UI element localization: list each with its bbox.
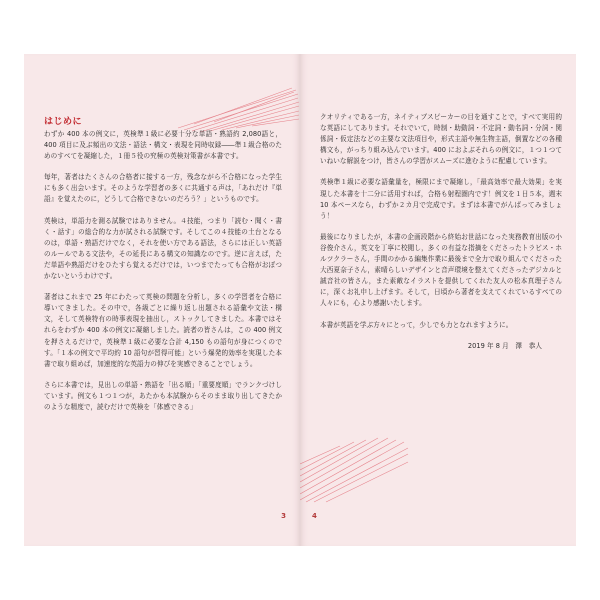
brush-stroke-decoration-top xyxy=(174,84,300,134)
section-heading: はじめに xyxy=(44,117,83,127)
page-number: 4 xyxy=(312,512,317,520)
paragraph: 著者はこれまで 25 年にわたって英検の問題を分析し，多くの学習者を合格に導いてきました。その中で，各級ごとに繰り返し出題される語彙や文法・構文，そして英検特有の時事表現を抽出し，ストックしてきました。本書ではそれらをわずか 400 本の例文に凝縮しました。読者の皆さんは，この 400 例文を押さえるだけで，英検準１級に必要な合計 4,150 もの語句が身につくのです。「１本の例文で平均約 10 語句が習得可能」という爆発的効率を実現した本書で取り組めば，加速度的な英語力の伸びを実感できることでしょう。 xyxy=(44,293,282,368)
paragraph: さらに本書では，見出しの単語・熟語を「出る順」「重要度順」でランクづけしています。例文も１つ１つが，あたかも本試験からそのまま取り出してきたかのような精度で，読むだけで英検を「体感できる」 xyxy=(44,380,282,411)
paragraph: 英検準１級に必要な語彙量を，極限にまで凝縮し，「最高効率で最大効果」を実現した本書を十二分に活用すれば，合格も射程圏内です！例文を１日５本，週末 10 本ペースなら，わずか２カ月で完成です。まずは本書でがんばってみましょう！ xyxy=(320,178,562,220)
signature: 2019 年 8 月 澤 恭人 xyxy=(467,341,542,350)
paragraph: 英検は，単語力を測る試験ではありません。４技能，つまり「読む・聞く・書く・話す」の総合的な力が試される試験です。そしてこの４技能の土台となるのは，単語・熟語だけでなく，それを使い方である語法，さらには正しい英語のルールである文法や，その延長にある構文の知識なのです。逆に言えば，ただ単語や熟語だけをひたすら覚えるだけでは，いつまでたっても合格がおぼつかないというわけです。 xyxy=(44,216,282,281)
left-page xyxy=(24,54,300,546)
paragraph: 本書が英語を学ぶ方々にとって，少しでも力となれますように。 xyxy=(320,320,513,329)
brush-stroke-decoration-bottom xyxy=(300,434,410,504)
paragraph: わずか 400 本の例文に，英検準１級に必要十分な単語・熟語約 2,080語と，400 項目に及ぶ頻出の文法・語法・構文・表現を同時収録――準１級合格のためのすべてを凝縮した，１冊５役の究極の英検対策書が本書です。 xyxy=(44,130,282,161)
paragraph: 最後になりましたが，本書の企画段階から終始お世話になった実務教育出版の小谷俊介さん，英文を丁寧に校閲し，多くの有益な指摘をくださったトラビス・ホルツクラーさん，手間のかかる編集作業に最後まで全力で取り組んでくださった大西夏奈子さん，素晴らしいデザインと音声環境を整えてくださったデジカルと誠音社の皆さん，また素敵なイラストを提供してくれた友人の松本真理子さんに，深くお礼申し上げます。そして，日頃から著者を支えてくれているすべての人々にも，心より感謝いたします。 xyxy=(320,232,562,308)
paragraph: 毎年，著者はたくさんの合格者に接する一方，残念ながら不合格になった学生にも多く出会います。そのような学習者の多くに共通する声は，「あれだけ『単語』を覚えたのに，どうして合格できないのだろう？」というものです。 xyxy=(44,173,282,204)
left-body-text xyxy=(44,129,282,423)
paragraph: クオリティである一方，ネイティブスピーカーの目を通すことで，すべて実用的な英語にしてあります。それでいて，時制・助動詞・不定詞・動名詞・分詞・関係詞・仮定法などの主要な文法項目や，形式主語や無生物主語，倒置などの各種構文も，がっちり組み込んでいます。400 におよぶそれらの例文に，１つ１つていねいな解説をつけ，皆さんの学習がスムーズに進むように配慮しています。 xyxy=(320,113,562,166)
right-page xyxy=(300,54,576,546)
page-number: 3 xyxy=(281,512,286,520)
book-spread xyxy=(24,54,576,546)
right-body-text xyxy=(320,112,562,352)
